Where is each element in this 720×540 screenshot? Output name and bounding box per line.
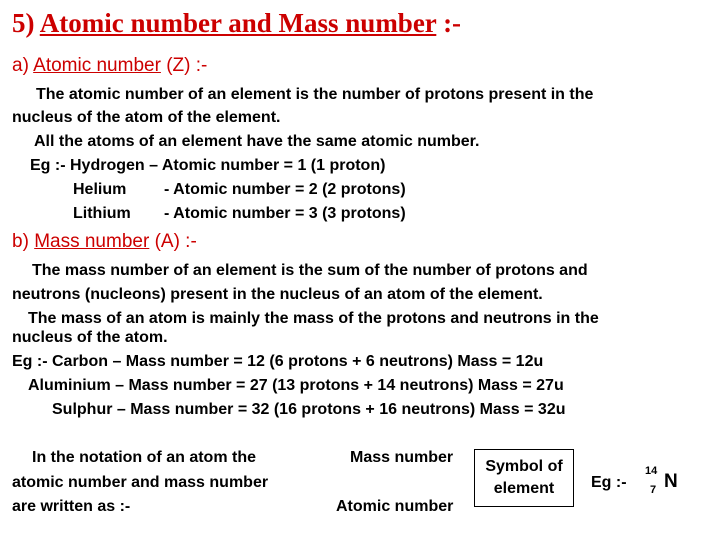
example-element-lithium: Lithium xyxy=(73,205,131,222)
title-suffix: :- xyxy=(443,8,462,38)
section-b-example: Aluminium – Mass number = 27 (13 protons + 14 neutrons) Mass = 27u xyxy=(28,377,564,394)
section-a-line: nucleus of the atom of the element. xyxy=(12,109,281,126)
example-desc-helium: - Atomic number = 2 (2 protons) xyxy=(164,181,406,198)
atomic-number-label: Atomic number xyxy=(336,498,454,515)
section-b-example: Eg :- Carbon – Mass number = 12 (6 protons + 6 neutrons) Mass = 12u xyxy=(12,353,544,370)
title-text: Atomic number and Mass number xyxy=(39,8,437,38)
notation-text-line: In the notation of an atom the xyxy=(32,449,256,466)
title-number: 5) xyxy=(12,8,35,38)
symbol-box-line: element xyxy=(493,480,555,497)
notation-text-line: are written as :- xyxy=(12,498,131,515)
section-a-heading xyxy=(12,55,207,77)
section-b-tail: (A) :- xyxy=(154,231,197,252)
example-desc-lithium: - Atomic number = 3 (3 protons) xyxy=(164,205,406,222)
section-b-title: Mass number xyxy=(34,231,150,252)
section-b-heading xyxy=(12,231,197,253)
symbol-of-element-box xyxy=(474,449,574,507)
section-b-line: The mass number of an element is the sum of the number of protons and xyxy=(32,262,588,279)
section-a-line: All the atoms of an element have the same atomic number. xyxy=(34,133,480,150)
section-a-example: Eg :- Hydrogen – Atomic number = 1 (1 proton) xyxy=(30,157,386,174)
section-a-title: Atomic number xyxy=(33,55,161,76)
symbol-box-line: Symbol of xyxy=(485,458,563,475)
section-b-prefix: b) xyxy=(12,231,29,252)
section-a-line: The atomic number of an element is the number of protons present in the xyxy=(36,86,594,103)
example-element-helium: Helium xyxy=(73,181,127,198)
nitrogen-atomic-number: 7 xyxy=(650,484,657,496)
section-b-example: Sulphur – Mass number = 32 (16 protons + 16 neutrons) Mass = 32u xyxy=(52,401,566,418)
notation-text-line: atomic number and mass number xyxy=(12,474,269,491)
nitrogen-symbol: N xyxy=(664,471,678,492)
section-b-line: The mass of an atom is mainly the mass of the protons and neutrons in the xyxy=(28,310,599,327)
section-b-line: nucleus of the atom. xyxy=(12,329,168,346)
mass-number-label: Mass number xyxy=(350,449,454,466)
section-a-prefix: a) xyxy=(12,55,29,76)
nitrogen-mass-number: 14 xyxy=(645,465,658,477)
page-title xyxy=(12,8,461,39)
section-b-line: neutrons (nucleons) present in the nucleus of an atom of the element. xyxy=(12,286,543,303)
eg-label: Eg :- xyxy=(591,474,627,491)
section-a-tail: (Z) :- xyxy=(166,55,208,76)
